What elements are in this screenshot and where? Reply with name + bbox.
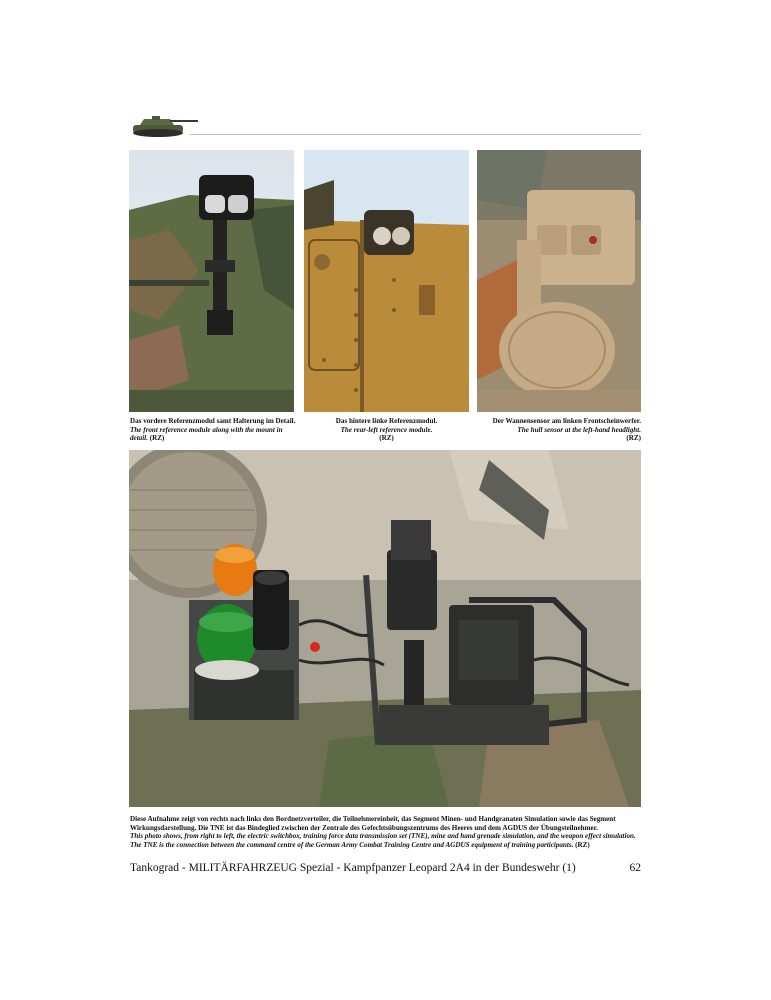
photo-agdus-equipment: [129, 450, 641, 807]
caption-front-reference-module: [130, 417, 302, 443]
main-caption-source: (RZ): [575, 841, 590, 850]
caption-source: (RZ): [379, 434, 394, 443]
caption-german: Das vordere Referenzmodul samt Halterung im Detail.: [130, 417, 296, 425]
page-number: 62: [629, 862, 641, 874]
photo-front-reference-module: [129, 150, 294, 412]
caption-source: (RZ): [149, 434, 165, 443]
caption-english: The hull sensor at the left-hand headlight.: [517, 425, 641, 434]
main-caption: [130, 815, 642, 850]
photo-hull-sensor: [477, 150, 641, 412]
photo-rear-left-reference-module: [304, 150, 469, 412]
main-caption-english: This photo shows, from right to left, the electric switchbox, training force data transmission set (TNE), mine and hand grenade simulation, and the weapon effect simulation. The TNE is the connection between the command centre of the German Army Combat Training Centre and AGDUS equipment of training participants.: [130, 832, 636, 850]
caption-english: The rear-left reference module.: [340, 425, 433, 434]
page-footer: [130, 862, 641, 874]
caption-german: Das hintere linke Referenzmodul.: [335, 417, 438, 425]
header-rule: [190, 134, 641, 135]
caption-german: Der Wannensensor am linken Frontscheinwerfer.: [492, 417, 641, 425]
caption-english: The front reference module along with the mount in detail.: [130, 425, 283, 443]
tank-silhouette-icon: [130, 110, 200, 140]
caption-hull-sensor: [470, 417, 641, 443]
caption-rear-left-reference-module: [304, 417, 469, 443]
caption-source: (RZ): [626, 434, 641, 443]
main-caption-german: Diese Aufnahme zeigt von rechts nach links den Bordnetzverteiler, die Teilnehmereinheit, das Segment Minen- und Handgranaten Simulation sowie das Segment Wirkungsdarstellung. Die TNE ist das Bindeglied zwischen der Zentrale des Gefechtsübungszentrums des Heeres und dem AGDUS der Übungsteilnehmer.: [130, 815, 616, 832]
footer-title: Tankograd - MILITÄRFAHRZEUG Spezial - Kampfpanzer Leopard 2A4 in der Bundeswehr (1): [130, 862, 576, 874]
